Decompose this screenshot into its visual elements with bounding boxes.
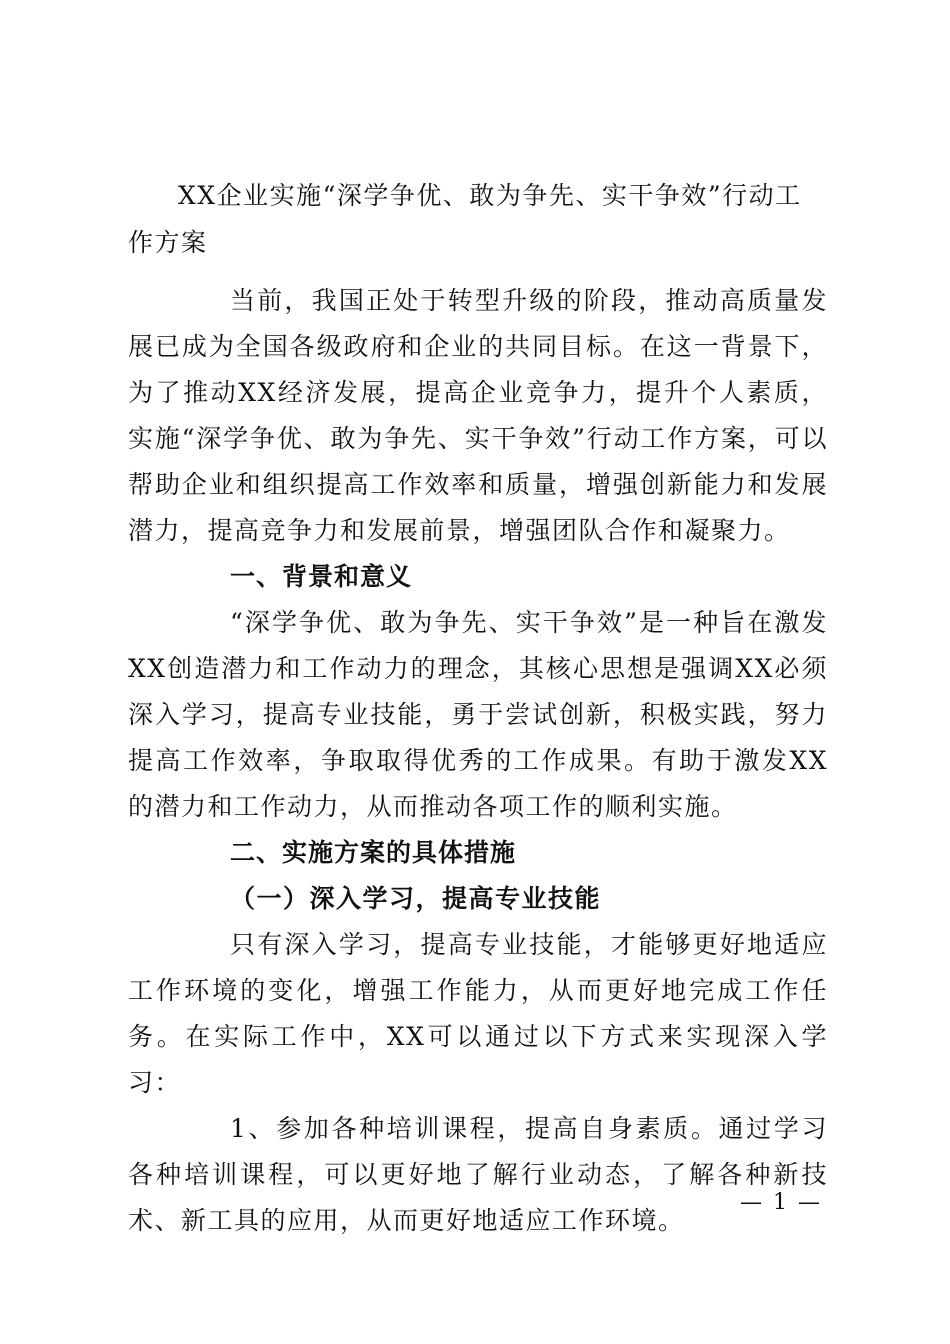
subsection-heading-learning: （一）深入学习，提高专业技能 [230,884,602,913]
learning-paragraph: 只有深入学习，提高专业技能，才能够更好地适应工作环境的变化，增强工作能力，从而更好地完成工作任务。在实际工作中，XX可以通过以下方式来实现深入学习： [128,930,828,1097]
title-spacer [128,266,828,278]
section-heading-background: 一、背景和意义 [230,562,413,591]
page-number: — 1 — [740,1190,822,1215]
list-item-training: 1、参加各种培训课程，提高自身素质。通过学习各种培训课程，可以更好地了解行业动态，了解各种新技术、新工具的应用，从而更好地适应工作环境。 [128,1114,828,1235]
background-paragraph: “深学争优、敢为争先、实干争效”是一种旨在激发XX创造潜力和工作动力的理念，其核心思想是强调XX必须深入学习，提高专业技能，勇于尝试创新，积极实践，努力提高工作效率，争取取得优秀的工作成果。有助于激发XX的潜力和工作动力，从而推动各项工作的顺利实施。 [128,608,828,821]
intro-paragraph: 当前，我国正处于转型升级的阶段，推动高质量发展已成为全国各级政府和企业的共同目标。在这一背景下，为了推动XX经济发展，提高企业竞争力，提升个人素质，实施“深学争优、敢为争先、实干争效”行动工作方案，可以帮助企业和组织提高工作效率和质量，增强创新能力和发展潜力，提高竞争力和发展前景，增强团队合作和凝聚力。 [128,286,828,545]
section-heading-measures: 二、实施方案的具体措施 [230,838,517,867]
document-title: XX企业实施“深学争优、敢为争先、实干争效”行动工作方案 [128,181,802,257]
document-page [128,172,828,1244]
